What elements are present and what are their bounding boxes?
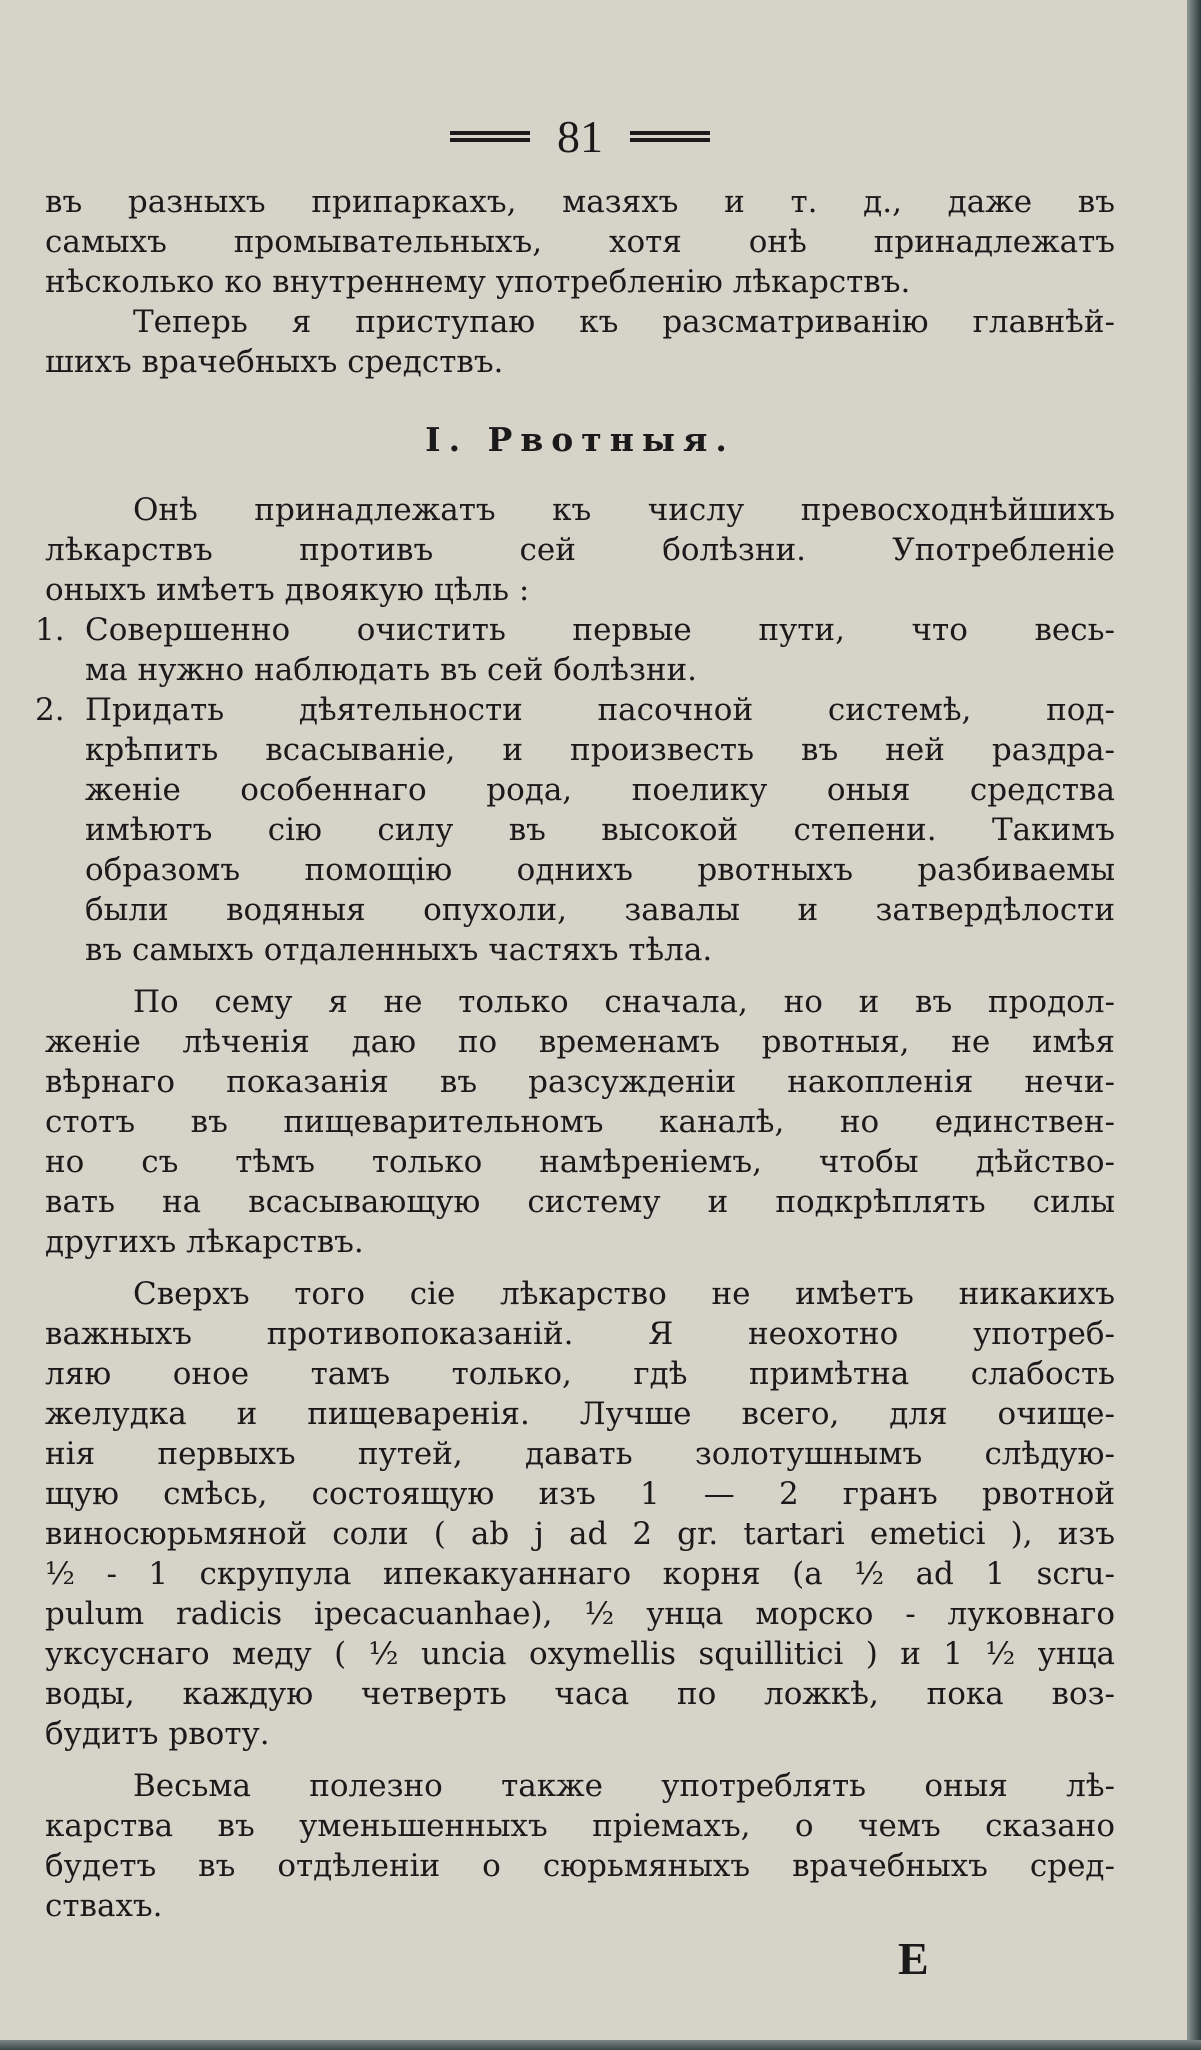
text-line: крѣпить всасываніе, и произвесть въ ней раздра- xyxy=(85,732,1115,768)
text-line: вѣрнаго показанія въ разсужденіи накопленія нечи- xyxy=(45,1064,1115,1100)
text-line: женіе лѣченія даю по временамъ рвотныя, не имѣя xyxy=(45,1024,1115,1060)
text-line: женіе особеннаго рода, поелику оныя средства xyxy=(85,772,1115,808)
text-line: ляю оное тамъ только, гдѣ примѣтна слабость xyxy=(45,1356,1115,1392)
text-line: По сему я не только сначала, но и въ продол- xyxy=(133,984,1115,1020)
paragraph-4 xyxy=(45,1766,1115,1926)
intro-paragraph xyxy=(45,182,1115,302)
list-item-number: 1. xyxy=(35,612,65,648)
text-line: Онѣ принадлежатъ къ числу превосходнѣйшихъ xyxy=(133,492,1115,528)
section-title: I. Рвотныя. xyxy=(425,420,735,459)
page-content xyxy=(35,110,1115,1926)
text-line: образомъ помощію однихъ рвотныхъ разбиваемы xyxy=(85,852,1115,888)
paragraph-2 xyxy=(45,982,1115,1262)
text-line: pulum radicis ipecacuanhae), ½ унца морско - луковнаго xyxy=(45,1596,1115,1632)
paragraph-3 xyxy=(45,1274,1115,1754)
text-line: Теперь я приступаю къ разсматриванію главнѣй- xyxy=(133,304,1115,340)
text-line: будитъ рвоту. xyxy=(45,1716,270,1752)
text-line: ствахъ. xyxy=(45,1888,163,1924)
page-number: 81 xyxy=(557,111,603,162)
text-line: въ самыхъ отдаленныхъ частяхъ тѣла. xyxy=(85,932,713,968)
text-line: карства въ уменьшенныхъ пріемахъ, о чемъ сказано xyxy=(45,1808,1115,1844)
transition-paragraph xyxy=(45,302,1115,382)
text-line: Совершенно очистить первые пути, что весь- xyxy=(85,612,1115,648)
text-line: въ разныхъ припаркахъ, мазяхъ и т. д., даже въ xyxy=(45,184,1115,220)
text-line: воды, каждую четверть часа по ложкѣ, пока воз- xyxy=(45,1676,1115,1712)
text-line: лѣкарствъ противъ сей болѣзни. Употребленіе xyxy=(45,532,1115,568)
text-line: виносюрьмяной соли ( ab j ad 2 gr. tartari emetici ), изъ xyxy=(45,1516,1115,1552)
page-edge-bottom xyxy=(0,2040,1201,2050)
text-line: имѣютъ сію силу въ высокой степени. Такимъ xyxy=(85,812,1115,848)
text-line: вать на всасывающую систему и подкрѣплять силы xyxy=(45,1184,1115,1220)
text-line: желудка и пищеваренія. Лучше всего, для очище- xyxy=(45,1396,1115,1432)
numbered-list xyxy=(35,610,1115,970)
header-rule-right xyxy=(630,128,710,145)
paragraph-1 xyxy=(45,490,1115,610)
text-line: другихъ лѣкарствъ. xyxy=(45,1224,364,1260)
list-item-1 xyxy=(35,610,1115,690)
text-line: ма нужно наблюдать въ сей болѣзни. xyxy=(85,652,698,688)
list-item-number: 2. xyxy=(35,692,65,728)
text-line: шихъ врачебныхъ средствъ. xyxy=(45,344,504,380)
text-line: важныхъ противопоказаній. Я неохотно употреб- xyxy=(45,1316,1115,1352)
text-line: самыхъ промывательныхъ, хотя онѣ принадлежатъ xyxy=(45,224,1115,260)
text-line: стотъ въ пищеварительномъ каналѣ, но единствен- xyxy=(45,1104,1115,1140)
text-line: но съ тѣмъ только намѣреніемъ, чтобы дѣйство- xyxy=(45,1144,1115,1180)
text-line: ½ - 1 скрупула ипекакуаннаго корня (а ½ ad 1 scru- xyxy=(45,1556,1115,1592)
list-item-2 xyxy=(35,690,1115,970)
signature-mark: E xyxy=(898,1933,929,1984)
text-line: были водяныя опухоли, завалы и затвердѣлости xyxy=(85,892,1115,928)
text-line: оныхъ имѣетъ двоякую цѣль : xyxy=(45,572,530,608)
text-line: Придать дѣятельности пасочной системѣ, под- xyxy=(85,692,1115,728)
text-line: щую смѣсь, состоящую изъ 1 — 2 гранъ рвотной xyxy=(45,1476,1115,1512)
text-line: Весьма полезно также употреблять оныя лѣ- xyxy=(133,1768,1115,1804)
page-edge-right xyxy=(1187,0,1201,2050)
text-line: будетъ въ отдѣленіи о сюрьмяныхъ врачебныхъ сред- xyxy=(45,1848,1115,1884)
page-header xyxy=(45,110,1115,170)
text-line: нія первыхъ путей, давать золотушнымъ слѣдую- xyxy=(45,1436,1115,1472)
text-line: Сверхъ того сіе лѣкарство не имѣетъ никакихъ xyxy=(133,1276,1115,1312)
text-line: уксуснаго меду ( ½ uncia oxymellis squillitici ) и 1 ½ унца xyxy=(45,1636,1115,1672)
text-line: нѣсколько ко внутреннему употребленію лѣкарствъ. xyxy=(45,264,911,300)
header-rule-left xyxy=(450,128,530,145)
